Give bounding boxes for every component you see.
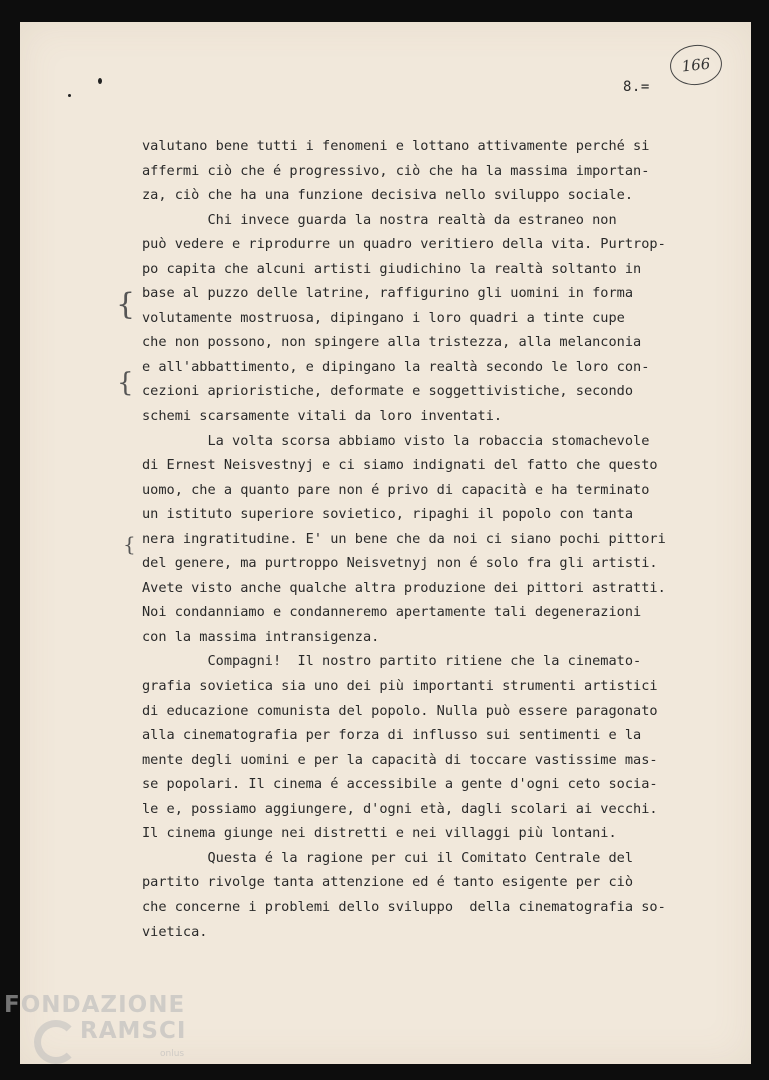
- text-line: Chi invece guarda la nostra realtà da estraneo non: [142, 211, 617, 228]
- margin-bracket-mark: {: [117, 368, 134, 398]
- fondazione-gramsci-watermark: [4, 992, 187, 1059]
- text-line: Noi condanniamo e condanneremo apertamente tali degenerazioni: [142, 604, 642, 621]
- text-line: affermi ciò che é progressivo, ciò che ha la massima importan-: [142, 162, 650, 179]
- text-line: Avete visto anche qualche altra produzione dei pittori astratti.: [142, 579, 666, 596]
- text-line: valutano bene tutti i fenomeni e lottano attivamente perché si: [142, 138, 650, 154]
- text-line: di educazione comunista del popolo. Nulla può essere paragonato: [142, 702, 658, 719]
- text-line: nera ingratitudine. E' un bene che da noi ci siano pochi pittori: [142, 530, 666, 547]
- page-number: 8.=: [623, 79, 650, 95]
- text-line: po capita che alcuni artisti giudichino la realtà soltanto in: [142, 260, 642, 277]
- text-line: La volta scorsa abbiamo visto la robaccia stomachevole: [142, 432, 650, 449]
- text-line: partito rivolge tanta attenzione ed é tanto esigente per ciò: [142, 874, 634, 891]
- margin-bracket-mark: {: [116, 287, 136, 322]
- text-line: cezioni aprioristiche, deformate e soggettivistiche, secondo: [142, 383, 634, 400]
- punch-dot: [68, 94, 71, 97]
- text-line: mente degli uomini e per la capacità di toccare vastissime mas-: [142, 751, 658, 768]
- text-line: uomo, che a quanto pare non é privo di capacità e ha terminato: [142, 481, 650, 498]
- text-line: con la massima intransigenza.: [142, 628, 380, 645]
- text-line: di Ernest Neisvestnyj e ci siamo indignati del fatto che questo: [142, 457, 658, 474]
- text-line: volutamente mostruosa, dipingano i loro quadri a tinte cupe: [142, 309, 625, 326]
- text-line: grafia sovietica sia uno dei più importanti strumenti artistici: [142, 678, 658, 695]
- text-line: che non possono, non spingere alla tristezza, alla melanconia: [142, 334, 642, 351]
- punch-dot: [98, 78, 102, 84]
- watermark-line1: FONDAZIONE: [4, 992, 186, 1018]
- text-line: za, ciò che ha una funzione decisiva nello sviluppo sociale.: [142, 187, 634, 204]
- text-line: base al puzzo delle latrine, raffigurino gli uomini in forma: [142, 285, 634, 302]
- text-line: Compagni! Il nostro partito ritiene che la cinemato-: [142, 653, 642, 670]
- archive-number: 166: [680, 54, 712, 76]
- text-line: le e, possiamo aggiungere, d'ogni età, dagli scolari ai vecchi.: [142, 800, 658, 817]
- archive-stamp: [668, 42, 724, 87]
- body-text: [142, 134, 732, 944]
- margin-bracket-mark: {: [123, 532, 136, 556]
- text-line: schemi scarsamente vitali da loro inventati.: [142, 408, 503, 425]
- text-line: Il cinema giunge nei distretti e nei villaggi più lontani.: [142, 825, 617, 842]
- text-line: del genere, ma purtroppo Neisvetnyj non é solo fra gli artisti.: [142, 555, 658, 572]
- text-line: e all'abbattimento, e dipingano la realtà secondo le loro con-: [142, 358, 650, 375]
- text-line: che concerne i problemi dello sviluppo della cinematografia so-: [142, 898, 666, 915]
- watermark-suffix: onlus: [160, 1049, 185, 1059]
- text-line: Questa é la ragione per cui il Comitato Centrale del: [142, 849, 634, 866]
- text-line: se popolari. Il cinema é accessibile a gente d'ogni ceto socia-: [142, 776, 658, 793]
- watermark-line2: RAMSCI: [80, 1018, 187, 1044]
- watermark-g-logo-icon: [34, 1020, 78, 1064]
- text-line: vietica.: [142, 923, 208, 940]
- document-page: [20, 22, 751, 1064]
- text-line: alla cinematografia per forza di influsso sui sentimenti e la: [142, 727, 642, 744]
- text-line: può vedere e riprodurre un quadro veritiero della vita. Purtrop-: [142, 236, 666, 253]
- text-line: un istituto superiore sovietico, ripaghi il popolo con tanta: [142, 506, 634, 523]
